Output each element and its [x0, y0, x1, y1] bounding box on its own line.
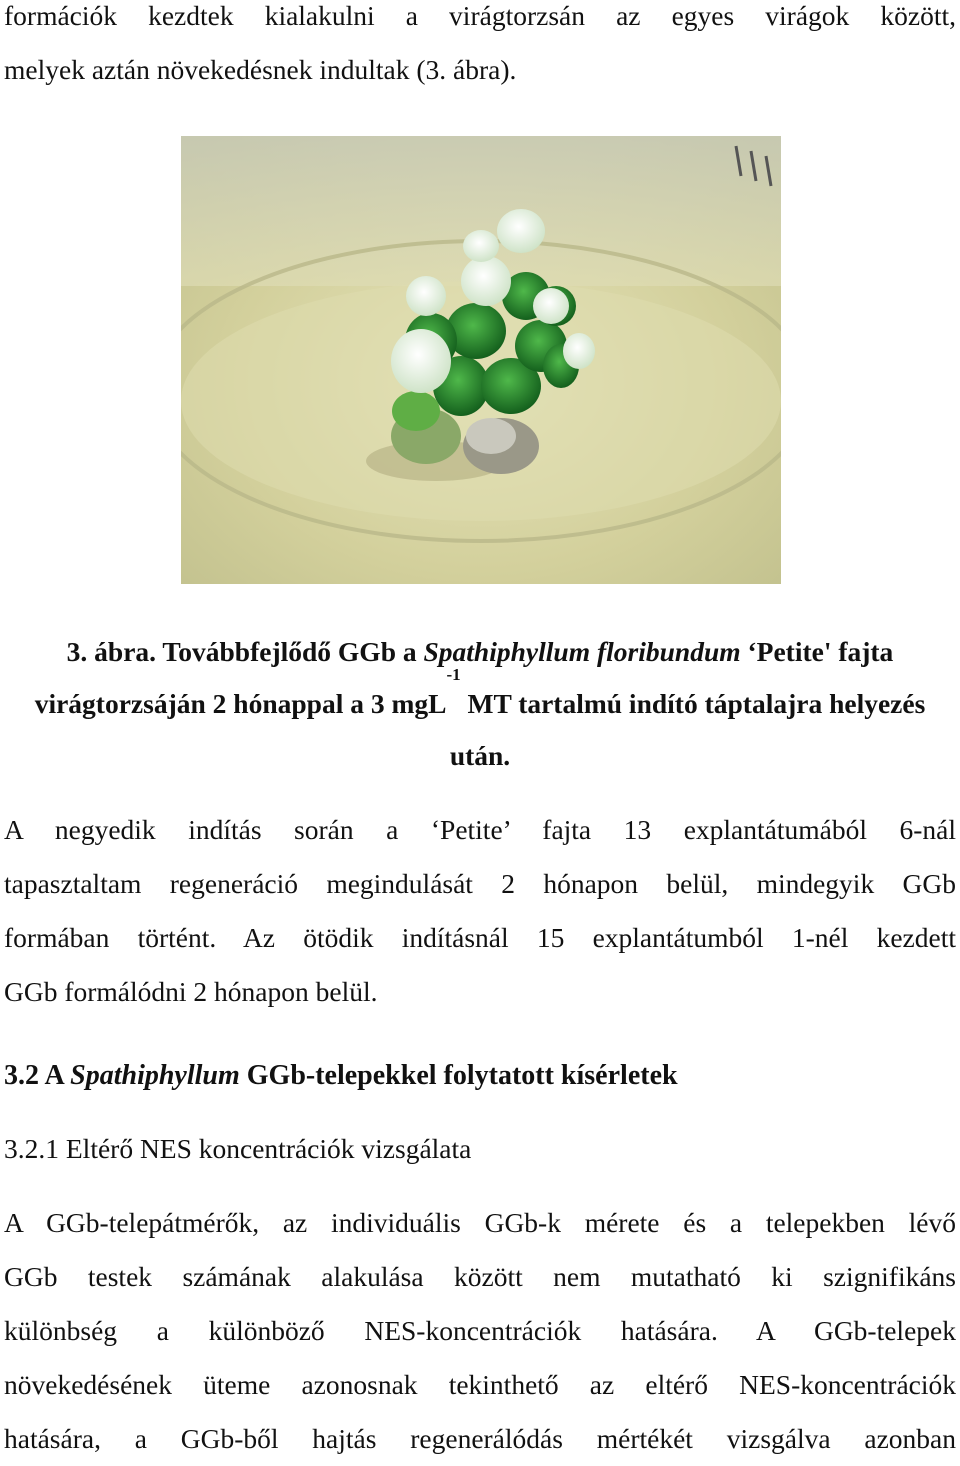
caption-text: virágtorzsáján 2 hónappal a 3 mgL: [34, 688, 447, 719]
text-line: növekedésének üteme azonosnak tekinthető az eltérő NES-koncentrációk: [4, 1369, 956, 1400]
caption-line-1: [0, 626, 960, 678]
caption-line-3: után.: [449, 740, 511, 771]
text-line: formában történt. Az ötödik indításnál 15 explantátumból 1-nél kezdett: [4, 922, 956, 953]
text-line: GGb testek számának alakulása között nem mutatható ki szignifikáns: [4, 1261, 956, 1292]
section-heading: [4, 1060, 678, 1092]
text-line: tapasztaltam regeneráció megindulását 2 hónapon belül, mindegyik GGb: [4, 868, 956, 899]
caption-label: 3. ábra.: [66, 636, 157, 667]
text-line: formációk kezdtek kialakulni a virágtorzsán az egyes virágok között,: [4, 0, 956, 31]
figure-caption: [0, 626, 960, 782]
caption-text: ‘Petite' fajta: [740, 636, 894, 667]
body-paragraph-1: [4, 803, 956, 1019]
plant-culture-image: [181, 136, 781, 584]
intro-paragraph: [4, 0, 956, 97]
caption-text: MT tartalmú indító táptalajra helyezés: [460, 688, 926, 719]
text-line: hatására, a GGb-ből hajtás regenerálódás mértékét vizsgálva azonban: [4, 1423, 956, 1454]
section-heading-rest: GGb-telepekkel folytatott kísérletek: [239, 1060, 678, 1091]
caption-species: Spathiphyllum floribundum: [423, 636, 741, 667]
subsection-heading: 3.2.1 Eltérő NES koncentrációk vizsgálata: [4, 1133, 472, 1164]
caption-superscript: -1: [446, 665, 461, 684]
body-paragraph-2: [4, 1196, 956, 1466]
section-heading-genus: Spathiphyllum: [70, 1060, 240, 1091]
caption-text: Továbbfejlődő GGb a: [156, 636, 424, 667]
text-line: különbség a különböző NES-koncentrációk hatására. A GGb-telepek: [4, 1315, 956, 1346]
text-line: A negyedik indítás során a ‘Petite’ fajta 13 explantátumából 6-nál: [4, 814, 956, 845]
figure-photo: [181, 136, 781, 584]
text-line: A GGb-telepátmérők, az individuális GGb-k mérete és a telepekben lévő: [4, 1207, 956, 1238]
text-line: GGb formálódni 2 hónapon belül.: [4, 976, 378, 1007]
text-line: melyek aztán növekedésnek indultak (3. ábra).: [4, 54, 517, 85]
caption-line-2: [0, 665, 960, 730]
section-heading-prefix: 3.2 A: [4, 1060, 71, 1091]
